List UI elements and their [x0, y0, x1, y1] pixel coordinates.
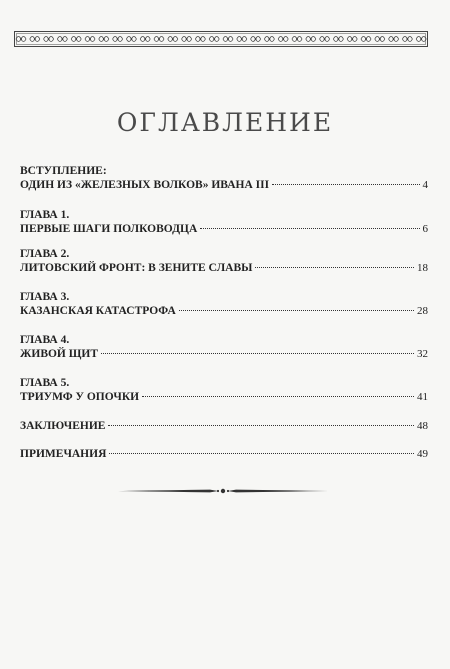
- toc-entry-notes[interactable]: [20, 447, 428, 461]
- ornament-motif: [333, 37, 343, 42]
- ornamental-border: [14, 31, 428, 47]
- toc-entry-heading: ГЛАВА 1.: [20, 209, 70, 221]
- leader-dots: [108, 425, 414, 426]
- toc-entry-heading: ГЛАВА 2.: [20, 248, 70, 260]
- ornament-motif: [278, 37, 288, 42]
- toc-entry-title: ПЕРВЫЕ ШАГИ ПОЛКОВОДЦА: [20, 223, 198, 235]
- toc-page-number: 49: [417, 448, 428, 460]
- ornament-motif: [154, 37, 164, 42]
- leader-dots: [109, 453, 414, 454]
- leader-dots: [272, 184, 419, 185]
- toc-entry-chapter-2[interactable]: [20, 247, 428, 275]
- toc-entry-conclusion[interactable]: [20, 419, 428, 433]
- ornament-motif: [16, 37, 26, 42]
- toc-entry-intro[interactable]: [20, 164, 428, 192]
- toc-entry-chapter-5[interactable]: [20, 376, 428, 404]
- leader-dots: [200, 228, 419, 229]
- ornament-motif: [389, 37, 399, 42]
- flourish-divider-icon: [118, 484, 328, 496]
- toc-page-number: 41: [417, 391, 428, 403]
- ornament-motif: [140, 37, 150, 42]
- ornament-motif: [306, 37, 316, 42]
- ornament-motif: [237, 37, 247, 42]
- ornament-motif: [209, 37, 219, 42]
- toc-entry-title: ОДИН ИЗ «ЖЕЛЕЗНЫХ ВОЛКОВ» ИВАНА III: [20, 179, 270, 191]
- ornament-motif: [320, 37, 330, 42]
- toc-entry-chapter-4[interactable]: [20, 333, 428, 361]
- ornament-motif: [347, 37, 357, 42]
- ornament-motif: [402, 37, 412, 42]
- ornament-motif: [361, 37, 371, 42]
- toc-entry-title: КАЗАНСКАЯ КАТАСТРОФА: [20, 305, 176, 317]
- toc-page-number: 28: [417, 305, 428, 317]
- toc-entry-heading: ГЛАВА 5.: [20, 377, 70, 389]
- toc-entry-chapter-1[interactable]: [20, 208, 428, 236]
- toc-entry-chapter-3[interactable]: [20, 290, 428, 318]
- ornament-motif: [99, 37, 109, 42]
- ornament-motif: [71, 37, 81, 42]
- ornament-motif: [195, 37, 205, 42]
- page-title: ОГЛАВЛЕНИЕ: [116, 108, 334, 137]
- ornament-motif: [126, 37, 136, 42]
- toc-entry-heading: ВСТУПЛЕНИЕ:: [20, 165, 107, 177]
- toc-entry-title: ТРИУМФ У ОПОЧКИ: [20, 391, 140, 403]
- toc-entry-title: ЗАКЛЮЧЕНИЕ: [20, 420, 106, 432]
- leader-dots: [101, 353, 414, 354]
- toc-entry-heading: ГЛАВА 4.: [20, 334, 70, 346]
- toc-page-number: 18: [417, 262, 428, 274]
- ornament-motif: [223, 37, 233, 42]
- ornament-motif: [375, 37, 385, 42]
- ornament-motif: [182, 37, 192, 42]
- toc-entry-heading: ГЛАВА 3.: [20, 291, 70, 303]
- toc-page-number: 6: [422, 223, 428, 235]
- toc-page-number: 48: [417, 420, 428, 432]
- toc-page-number: 32: [417, 348, 428, 360]
- ornament-motif: [292, 37, 302, 42]
- leader-dots: [179, 310, 414, 311]
- ornament-motif: [85, 37, 95, 42]
- leader-dots: [255, 267, 414, 268]
- ornament-motif: [168, 37, 178, 42]
- leader-dots: [142, 396, 414, 397]
- ornament-motif: [416, 37, 426, 42]
- toc-entry-title: ЖИВОЙ ЩИТ: [20, 348, 98, 360]
- ornament-motif: [57, 37, 67, 42]
- ornament-motif: [113, 37, 123, 42]
- toc-entry-title: ЛИТОВСКИЙ ФРОНТ: В ЗЕНИТЕ СЛАВЫ: [20, 262, 253, 274]
- toc-page-number: 4: [422, 179, 428, 191]
- ornament-motif: [251, 37, 261, 42]
- toc-entry-title: ПРИМЕЧАНИЯ: [20, 448, 107, 460]
- ornament-motif: [264, 37, 274, 42]
- ornament-motif: [44, 37, 54, 42]
- ornament-motif: [30, 37, 40, 42]
